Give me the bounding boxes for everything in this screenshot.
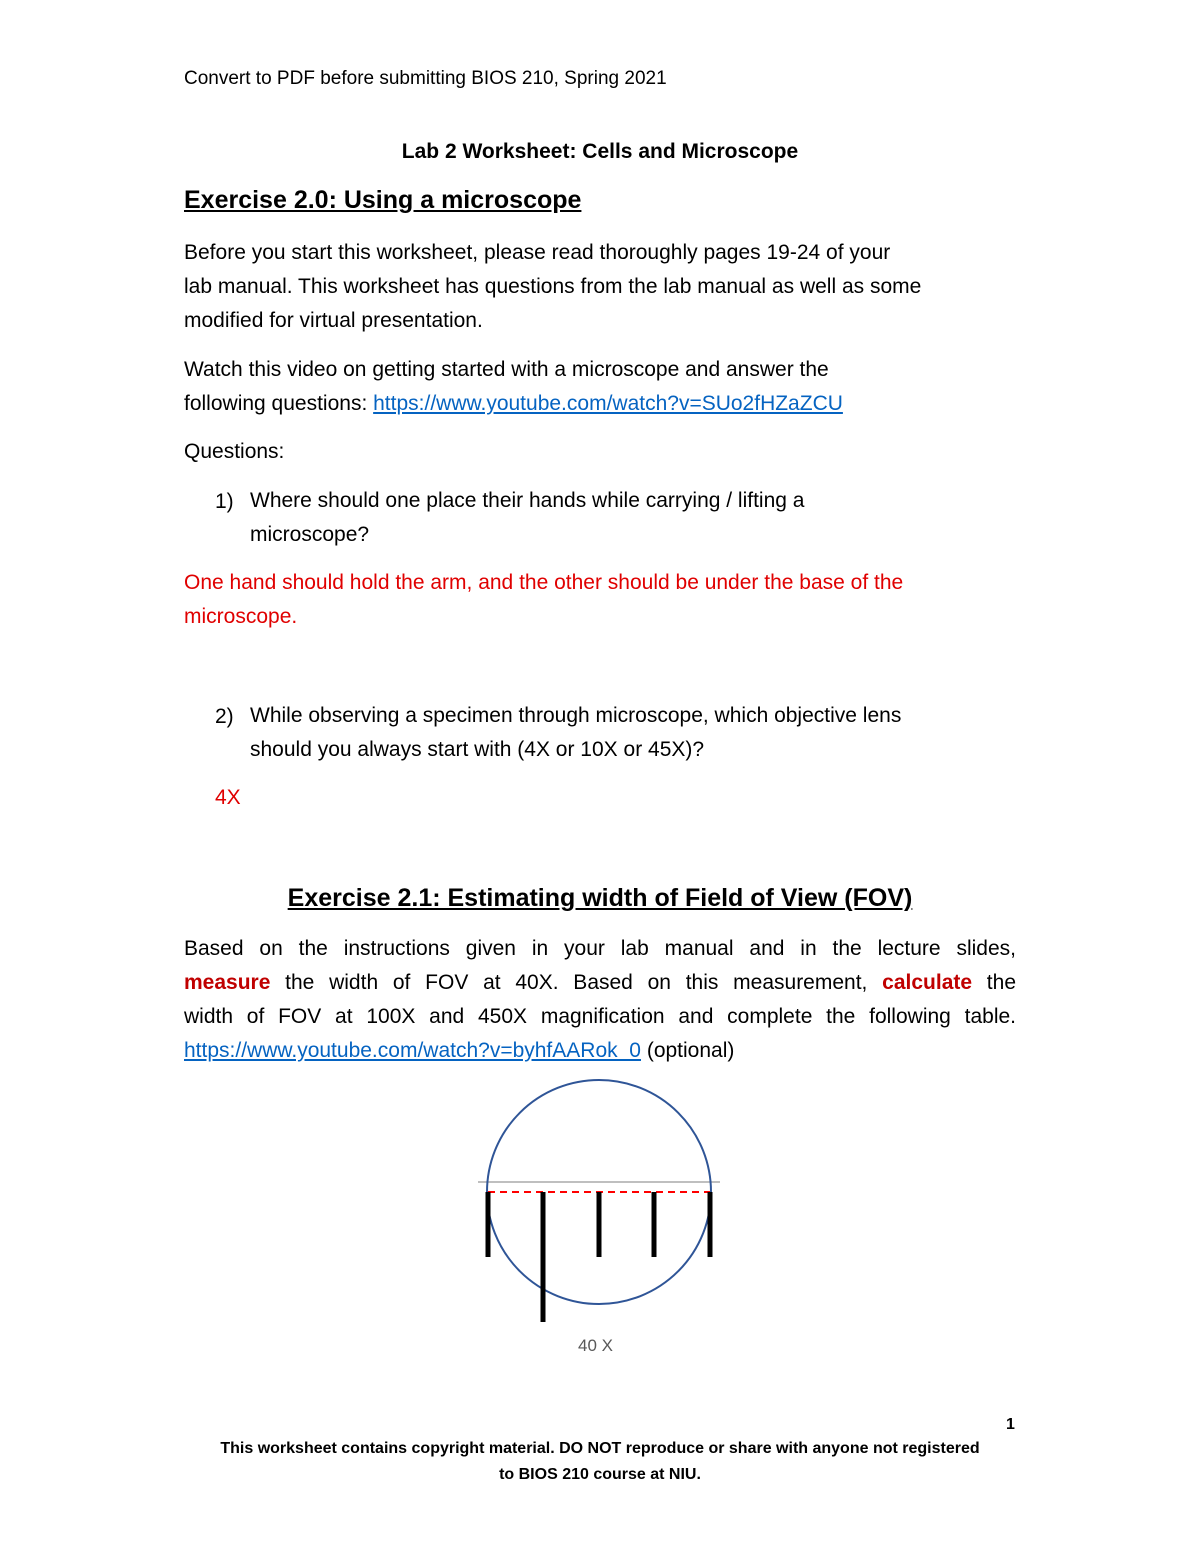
question-1-line-1: Where should one place their hands while carrying / lifting a (250, 489, 805, 512)
fov-line-3: width of FOV at 100X and 450X magnification and complete the following table. (184, 1005, 1016, 1028)
exercise-2-1-heading: Exercise 2.1: Estimating width of Field of View (FOV) (287, 884, 913, 912)
page-header: Convert to PDF before submitting BIOS 210, Spring 2021 (184, 68, 667, 89)
intro-line-1: Before you start this worksheet, please read thoroughly pages 19-24 of your (184, 241, 891, 264)
question-2-number: 2) (215, 705, 234, 728)
watch-line-2-prefix: following questions: (184, 392, 374, 415)
worksheet-title: Lab 2 Worksheet: Cells and Microscope (401, 140, 799, 163)
answer-1-line-1: One hand should hold the arm, and the other should be under the base of the (184, 571, 904, 594)
optional-suffix: (optional) (641, 1039, 735, 1062)
intro-line-3: modified for virtual presentation. (184, 309, 483, 332)
answer-1-line-2: microscope. (184, 605, 298, 628)
page-number: 1 (1006, 1416, 1015, 1433)
fov-line-2-end: the (972, 971, 1016, 994)
fov-line-1: Based on the instructions given in your lab manual and in the lecture slides, (184, 937, 1016, 960)
question-2-line-1: While observing a specimen through microscope, which objective lens (250, 704, 902, 727)
exercise-2-0-heading: Exercise 2.0: Using a microscope (184, 186, 582, 214)
figure-label: 40 X (578, 1336, 613, 1355)
question-1-number: 1) (215, 490, 234, 513)
question-2-line-2: should you always start with (4X or 10X or 45X)? (250, 738, 705, 761)
fov-line-2-middle: the width of FOV at 40X. Based on this measurement, (270, 971, 883, 994)
footer-line-2: to BIOS 210 course at NIU. (499, 1466, 701, 1483)
intro-line-2: lab manual. This worksheet has questions from the lab manual as well as some (184, 275, 922, 298)
answer-2[interactable]: 4X (215, 786, 241, 809)
video-link-microscope[interactable]: https://www.youtube.com/watch?v=SUo2fHZaZCU (373, 392, 843, 415)
watch-line-1: Watch this video on getting started with a microscope and answer the (184, 358, 829, 381)
footer-line-1: This worksheet contains copyright material. DO NOT reproduce or share with anyone not registered (220, 1440, 980, 1457)
question-1-line-2: microscope? (250, 523, 370, 546)
questions-label: Questions: (184, 440, 285, 463)
calculate-emphasis: calculate (882, 971, 973, 994)
video-link-fov[interactable]: https://www.youtube.com/watch?v=byhfAARok_0 (184, 1039, 641, 1062)
measure-emphasis: measure (184, 971, 271, 994)
